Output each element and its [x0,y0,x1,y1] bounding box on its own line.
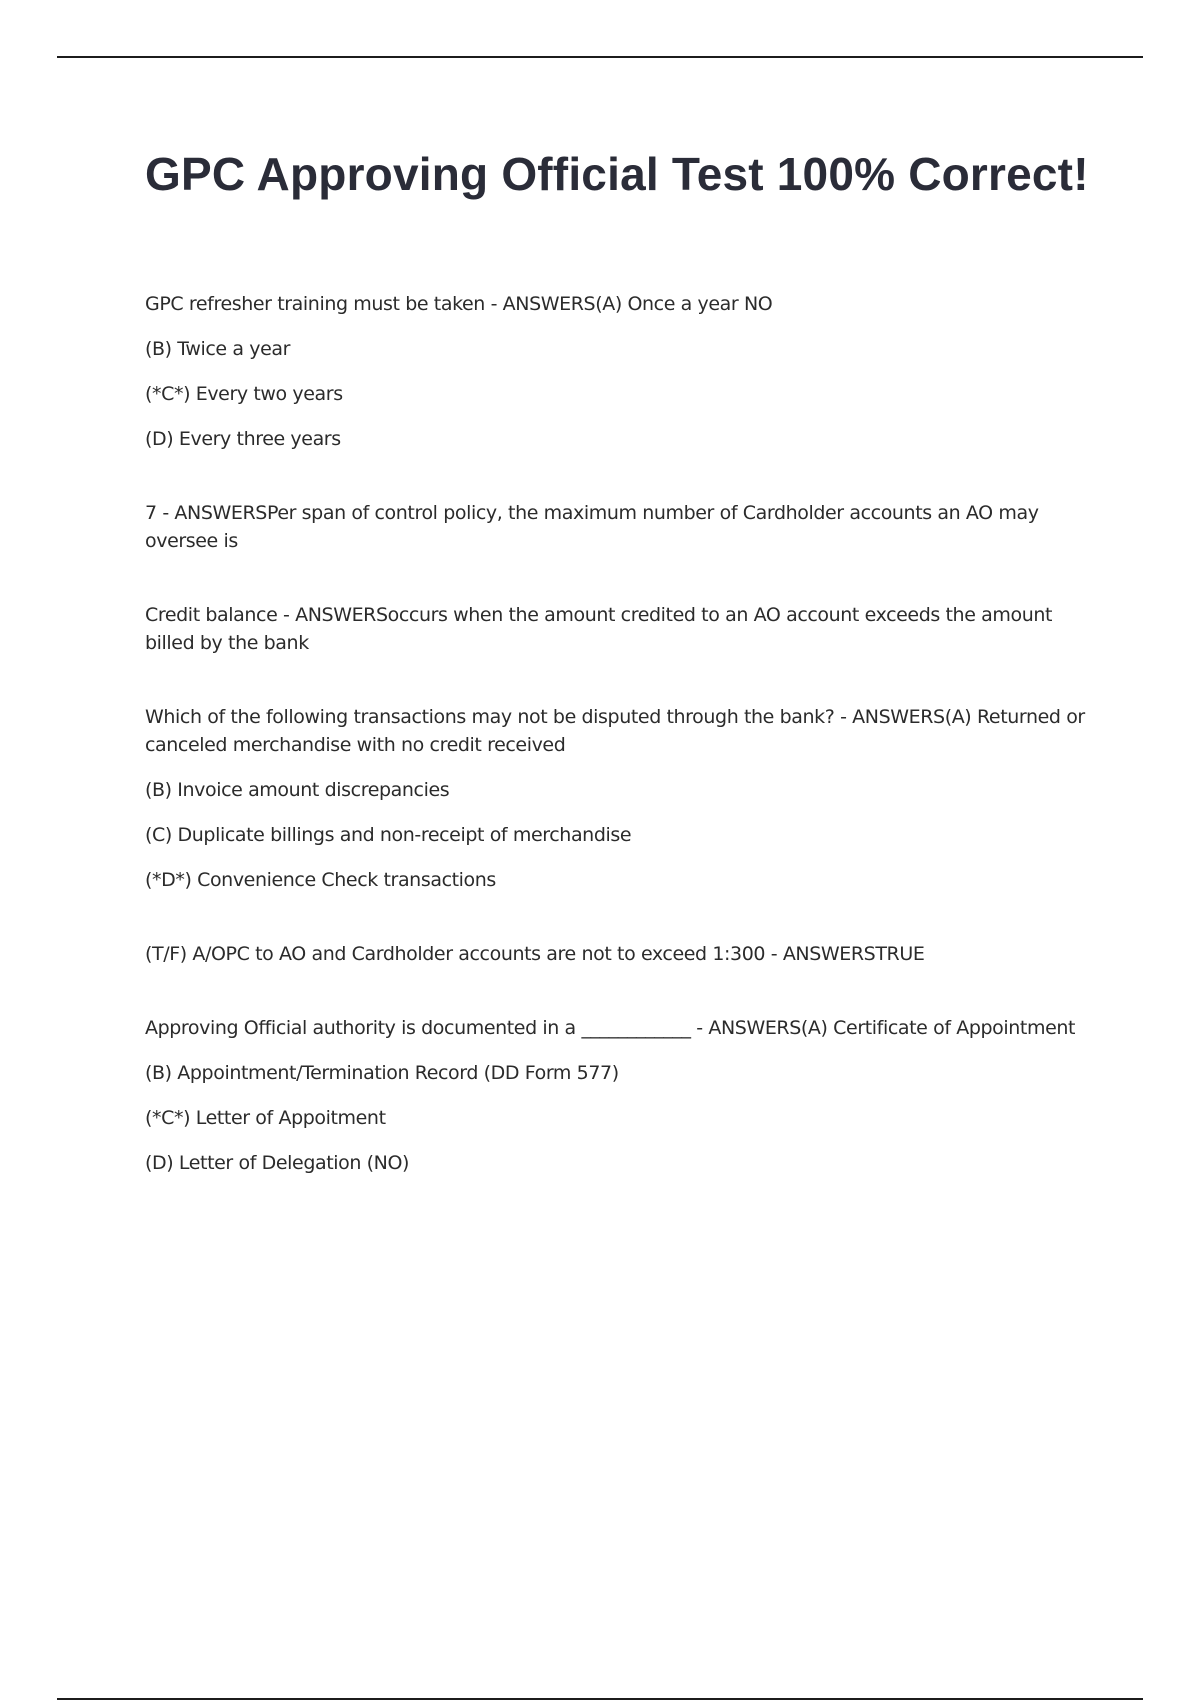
qa-block [145,290,1095,453]
answer-option: (B) Appointment/Termination Record (DD Form 577) [145,1062,619,1084]
question-line: Which of the following transactions may not be disputed through the bank? - ANSWERS(A) Returned or canceled merchandise with no credit received [145,706,1085,756]
document-title: GPC Approving Official Test 100% Correct! [145,148,1089,200]
qa-list [145,290,1095,1177]
answer-option: (B) Twice a year [145,338,291,360]
question-line: Credit balance - ANSWERSoccurs when the amount credited to an AO account exceeds the amount billed by the bank [145,604,1053,654]
answer-option: (*D*) Convenience Check transactions [145,869,496,891]
question-line: GPC refresher training must be taken - ANSWERS(A) Once a year NO [145,293,773,315]
answer-option: (B) Invoice amount discrepancies [145,779,450,801]
answer-option: (*C*) Every two years [145,383,343,405]
qa-block [145,1014,1095,1177]
answer-option: (D) Every three years [145,428,341,450]
question-line: (T/F) A/OPC to AO and Cardholder accounts are not to exceed 1:300 - ANSWERSTRUE [145,943,925,965]
question-line: Approving Official authority is documented in a ____________ - ANSWERS(A) Certificate of Appointment [145,1017,1076,1039]
qa-block [145,940,1095,968]
qa-block [145,703,1095,894]
qa-block [145,601,1095,657]
document-page [145,146,1095,1223]
top-rule [57,56,1143,58]
answer-option: (D) Letter of Delegation (NO) [145,1152,410,1174]
answer-option: (C) Duplicate billings and non-receipt of merchandise [145,824,632,846]
question-line: 7 - ANSWERSPer span of control policy, the maximum number of Cardholder accounts an AO may oversee is [145,502,1039,552]
qa-block [145,499,1095,555]
answer-option: (*C*) Letter of Appoitment [145,1107,386,1129]
